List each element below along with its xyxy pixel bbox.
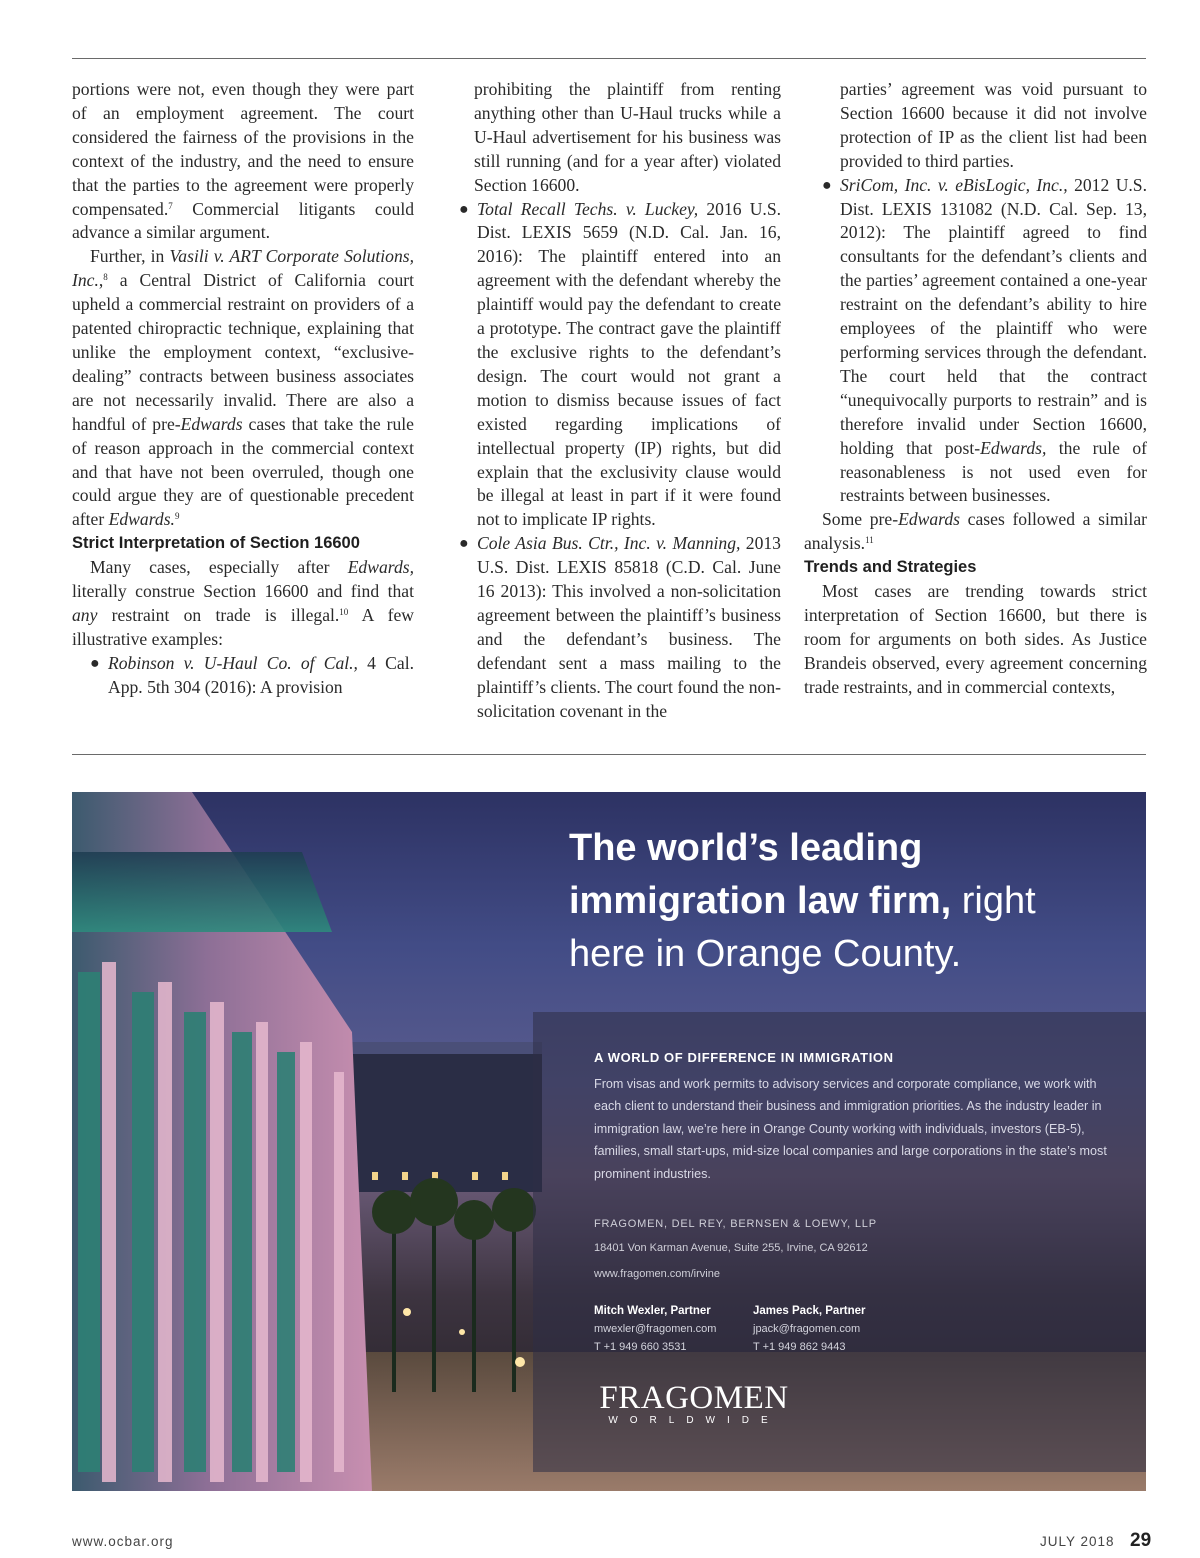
footer-date: JULY 2018: [1040, 1534, 1115, 1549]
footnote-ref: 11: [865, 535, 874, 546]
bullet-icon: ●: [90, 654, 100, 672]
bullet-icon: ●: [459, 200, 469, 218]
paragraph: parties’ agreement was void pursuant to Section 16600 because it did not involve protection of IP as the client list had been provided to third parties.: [840, 79, 1147, 171]
paragraph: Most cases are trending towards strict interpretation of Section 16600, but there is room for arguments on both sides. As Justice Brandeis observed, every agreement concerning trade restraints, and in commercial contexts,: [804, 581, 1147, 697]
contact-card: [594, 1302, 716, 1356]
ad-headline: The world’s leading immigration law firm, right here in Orange County.: [569, 827, 1036, 975]
column-3: [804, 78, 1147, 700]
paragraph: Further, in Vasili v. ART Corporate Solutions, Inc.,$^8$ a Central District of California court upheld a commercial restraint on providers of a patented chiropractic technique, explaining that unlike the employment context, “exclusive-dealing” contracts between business associates are not necessarily invalid. There are also a handful of pre-Edwards cases that take the rule of reason approach in the commercial context and that have not been overruled, though one could argue they are of questionable precedent after Edwards.$^9$: [72, 246, 414, 530]
paragraph: Some pre-Edwards cases followed a similar analysis.$^{11}$: [804, 509, 1147, 554]
column-2: [457, 78, 781, 723]
fragomen-logo: FRAGOMEN WORLDWIDE: [599, 1380, 789, 1426]
list-item: ● SriCom, Inc. v. eBisLogic, Inc., 2012 U.S. Dist. LEXIS 131082 (N.D. Cal. Sep. 13, 2012): The plaintiff agreed to find consultants for the defendant’s clients and the parties’ agreement contained a one-year restraint on the defendant’s ability to hire employees of the plaintiff who were performing services through the defendant. The court held that the contract “unequivocally purports to restrain” and is therefore invalid under Section 16600, holding that post-Edwards, the rule of reasonableness is not used even for restraints between businesses.: [822, 174, 1147, 506]
ad-title: A WORLD OF DIFFERENCE IN IMMIGRATION: [594, 1050, 894, 1065]
paragraph: Many cases, especially after Edwards, literally construe Section 16600 and find that any restraint on trade is illegal.$^{10}$ A few illustrative examples:: [72, 557, 414, 649]
list-item: ● Robinson v. U-Haul Co. of Cal., 4 Cal. App. 5th 304 (2016): A provision: [90, 652, 414, 697]
contact-email[interactable]: jpack@fragomen.com: [753, 1323, 861, 1335]
paragraph: portions were not, even though they were part of an employment agreement. The court considered the fairness of the provisions in the context of the industry, and the need to ensure that the parties to the agreement were properly compensated.$^7$ Commercial litigants could advance a similar argument.: [72, 79, 414, 243]
footnote-ref: 7: [168, 200, 173, 211]
divider-rule: [72, 754, 1146, 755]
list-item: ● Total Recall Techs. v. Luckey, 2016 U.S. Dist. LEXIS 5659 (N.D. Cal. Jan. 16, 2016): The plaintiff entered into an agreement with the defendant whereby the plaintiff would pay the defendant to create a prototype. The contract gave the plaintiff the exclusive rights to the defendant’s design. The court would not grant a motion to dismiss because issues of fact existed regarding implications of intellectual property (IP) rights, but did explain that the exclusivity clause would be illegal at least in part if it were found not to implicate IP rights.: [459, 198, 782, 530]
column-1: [72, 78, 414, 700]
footnote-ref: 8: [103, 272, 108, 283]
contact-phone: T +1 949 660 3531: [594, 1341, 687, 1353]
footer-website[interactable]: www.ocbar.org: [72, 1534, 174, 1549]
footnote-ref: 10: [339, 606, 349, 617]
ad-info-panel: [533, 1012, 1146, 1472]
contact-name: Mitch Wexler, Partner: [594, 1305, 711, 1317]
contact-name: James Pack, Partner: [753, 1305, 866, 1317]
section-heading: Trends and Strategies: [804, 558, 977, 577]
advertisement: [72, 792, 1146, 1491]
list-item: ● Cole Asia Bus. Ctr., Inc. v. Manning, 2013 U.S. Dist. LEXIS 85818 (C.D. Cal. June 16 2013): This involved a non-solicitation agreement between the plaintiff’s business and the defendant’s business. The defendant sent a mass mailing to the plaintiff’s clients. The court found the non-solicitation covenant in the: [459, 533, 781, 721]
bullet-icon: ●: [459, 535, 469, 553]
paragraph: prohibiting the plaintiff from renting anything other than U-Haul trucks while a U-Haul advertisement for his business was still running (and for a year after) violated Section 16600.: [474, 79, 781, 195]
firm-name: FRAGOMEN, DEL REY, BERNSEN & LOEWY, LLP: [594, 1218, 877, 1230]
contact-email[interactable]: mwexler@fragomen.com: [594, 1323, 717, 1335]
bullet-icon: ●: [822, 176, 832, 194]
page-number: 29: [1130, 1530, 1152, 1551]
section-heading: Strict Interpretation of Section 16600: [72, 534, 360, 553]
ad-body: From visas and work permits to advisory services and corporate compliance, we work with each client to understand their business and immigration priorities. As the industry leader in immigration law, we’re here in Orange County working with individuals, investors (EB-5), families, small start-ups, mid-size local companies and large corporations in the state’s most prominent industries.: [594, 1077, 1107, 1181]
firm-address: 18401 Von Karman Avenue, Suite 255, Irvine, CA 92612: [594, 1242, 868, 1254]
firm-website-link[interactable]: www.fragomen.com/irvine: [594, 1268, 720, 1280]
contact-card: [753, 1302, 866, 1356]
footnote-ref: 9: [174, 511, 180, 522]
top-rule: [72, 58, 1146, 59]
contact-phone: T +1 949 862 9443: [753, 1341, 846, 1353]
